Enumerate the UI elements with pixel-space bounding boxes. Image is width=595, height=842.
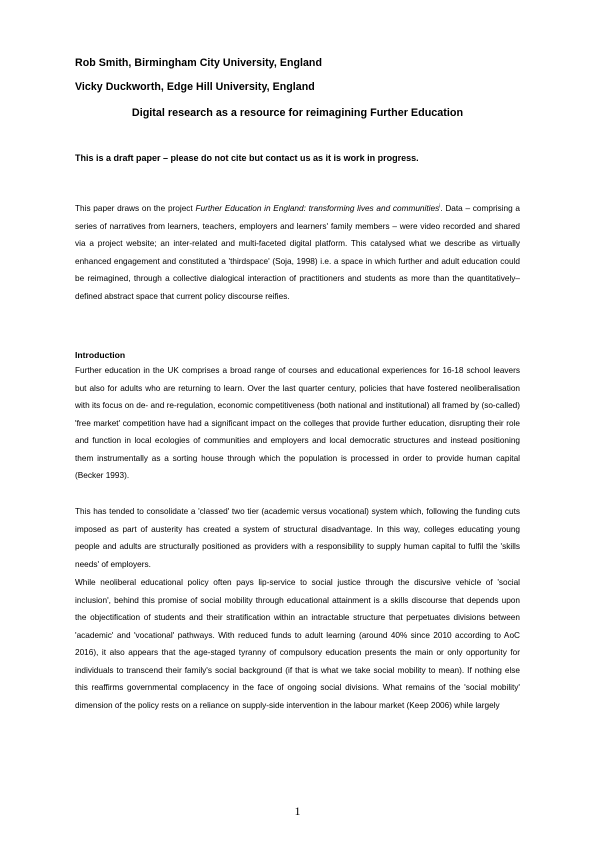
abstract-text-rest: . Data – comprising a series of narratives from learners, teachers, employers and learners' family members – were video recorded and shared via a project website; an inter-related and multi-faceted digital platform. This catalysed what we describe as virtually enhanced engagement and constituted a 'thirdspace' (Soja, 1998) i.e. a space in which further and adult education could be reimagined, through a collective dialogical interaction of practitioners and students as more than the quantitatively–defined abstract space that current policy discourse reifies. [75,204,521,301]
abstract-paragraph [75,200,520,305]
draft-notice: This is a draft paper – please do not cite but contact us as it is work in progress. [75,153,419,163]
author-line-2: Vicky Duckworth, Edge Hill University, England [75,81,315,93]
footnote-marker: i [439,203,441,210]
author-line-1: Rob Smith, Birmingham City University, England [75,57,322,69]
project-title: Further Education in England: transforming lives and communities [195,204,440,213]
intro-paragraph-3: While neoliberal educational policy often pays lip-service to social justice through the discursive vehicle of 'social inclusion', behind this promise of social mobility through educational attainment is a skills discourse that depends upon the objectification of students and their stratification within an intractable structure that perpetuates divisions between 'academic' and 'vocational' pathways. With reduced funds to adult learning (around 40% since 2010 according to AoC 2016), it also appears that the age-staged tyranny of compulsory education presents the main or only opportunity for individuals to transcend their family's social background (if that is what we take social mobility to mean). If nothing else this reaffirms governmental complacency in the face of ongoing social divisions. What remains of the 'social mobility' dimension of the policy rests on a reliance on supply-side intervention in the labour market (Keep 2006) while largely [75,578,520,710]
intro-paragraph-1: Further education in the UK comprises a broad range of courses and educational experiences for 16-18 school leavers but also for adults who are returning to learn. Over the last quarter century, policies that have fostered neoliberalisation with its focus on de- and re-regulation, economic competitiveness (both national and institutional) all framed by (so-called) 'free market' competition have had a significant impact on the colleges that provide further education, disrupting their role and function in local ecologies of communities and employers and local democratic structures and instead positioning them instrumentally as a sorting house through which the population is processed in order to provide human capital (Becker 1993). [75,366,520,480]
abstract-text-start: This paper draws on the project [75,204,196,213]
intro-paragraph-2: This has tended to consolidate a 'classed' two tier (academic versus vocational) system which, following the funding cuts imposed as part of austerity has created a system of structural disadvantage. In this way, colleges educating young people and adults are structurally positioned as providers with a responsibility to supply human capital to fulfil the 'skills needs' of employers. [75,507,520,569]
section-heading-introduction: Introduction [75,350,126,360]
paper-title: Digital research as a resource for reimagining Further Education [131,107,464,119]
page-number: 1 [294,804,301,818]
